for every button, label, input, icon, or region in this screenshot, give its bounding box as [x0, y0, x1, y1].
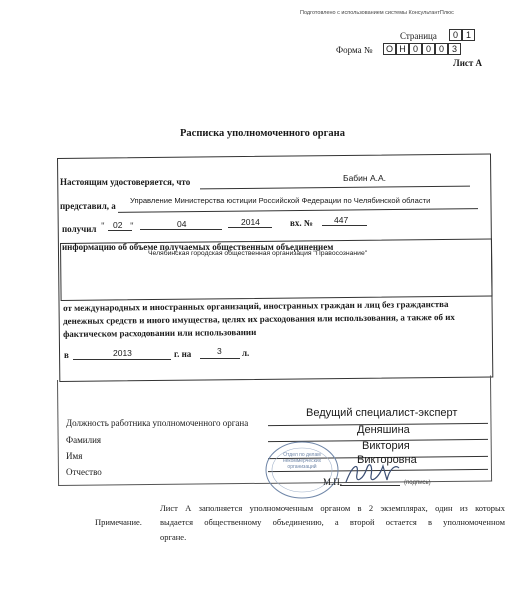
quote-open: " — [101, 221, 105, 231]
form-cell: 0 — [435, 43, 448, 55]
submitted-label: представил, а — [60, 201, 116, 211]
sheet-label: Лист А — [453, 58, 483, 68]
organization-name: Челябинская городская общественная организация "Правосознание" — [148, 250, 368, 257]
note-line: выдается общественному объединению, а второй остается в уполномоченном — [160, 517, 505, 527]
form-cell: 0 — [409, 43, 422, 55]
document-title: Расписка уполномоченного органа — [180, 128, 345, 139]
incoming-line — [322, 225, 367, 226]
surname-label: Фамилия — [66, 435, 102, 445]
month-line — [140, 229, 222, 230]
incoming-label: вх. № — [290, 218, 313, 228]
sheets-line — [200, 358, 240, 359]
name-value: Виктория — [362, 440, 410, 452]
received-label: получил — [62, 224, 97, 234]
paragraph-line: от международных и иностранных организаций, иностранных граждан и лиц без гражданства — [63, 298, 449, 313]
patronymic-label: Отчество — [66, 467, 102, 477]
certify-label: Настоящим удостоверяется, что — [60, 177, 191, 187]
form-cell: 0 — [422, 43, 435, 55]
sheets-count: 3 — [217, 346, 222, 356]
signature-scribble — [343, 458, 401, 488]
year-line — [228, 227, 272, 228]
name-label: Имя — [66, 451, 83, 461]
quote-close: " — [130, 221, 134, 231]
form-cell: 3 — [448, 43, 461, 55]
page-cell: 1 — [462, 29, 475, 41]
received-year: 2014 — [241, 217, 260, 227]
mp-label: М.П. — [323, 477, 343, 487]
note-line: Лист А заполняется уполномоченным органом в 2 экземплярах, один из которых — [160, 503, 505, 513]
stamp-text: Отдел по делам некоммерческих организаций — [282, 452, 322, 470]
prepared-note: Подготовлено с использованием системы КонсультантПлюс — [300, 10, 454, 16]
year-report-line — [73, 359, 171, 360]
form-cell: Н — [396, 43, 409, 55]
received-day: 02 — [113, 220, 123, 230]
submitted-value: Управление Министерства юстиции Российской Федерации по Челябинской области — [130, 196, 431, 205]
form-label: Форма № — [336, 45, 373, 55]
position-value: Ведущий специалист-эксперт — [306, 407, 458, 419]
patronymic-value: Викторовна — [357, 454, 417, 466]
sheets-suffix: л. — [242, 348, 250, 358]
in-label: в — [64, 350, 69, 360]
paragraph-line: фактическом расходовании или использовании — [63, 326, 257, 339]
year-suffix: г. на — [174, 349, 192, 359]
note-line: органе. — [160, 532, 187, 542]
paragraph-line: денежных средств и иного имущества, целях их расходования или использования, а также об их — [63, 311, 455, 326]
info-label: информацию об объеме получаемых общественным объединением — [62, 242, 334, 252]
certify-value: Бабин А.А. — [343, 173, 387, 183]
surname-value: Деняшина — [357, 424, 410, 436]
page-label: Страница — [400, 31, 437, 41]
received-month: 04 — [177, 219, 187, 229]
sign-label: (подпись) — [404, 480, 431, 486]
page-cell: 0 — [449, 29, 462, 41]
position-label: Должность работника уполномоченного органа — [66, 418, 249, 428]
form-cell: О — [383, 43, 396, 55]
official-stamp — [264, 440, 343, 500]
note-label: Примечание. — [95, 517, 142, 527]
day-line — [108, 230, 132, 231]
report-year: 2013 — [113, 348, 132, 358]
incoming-value: 447 — [334, 215, 349, 225]
